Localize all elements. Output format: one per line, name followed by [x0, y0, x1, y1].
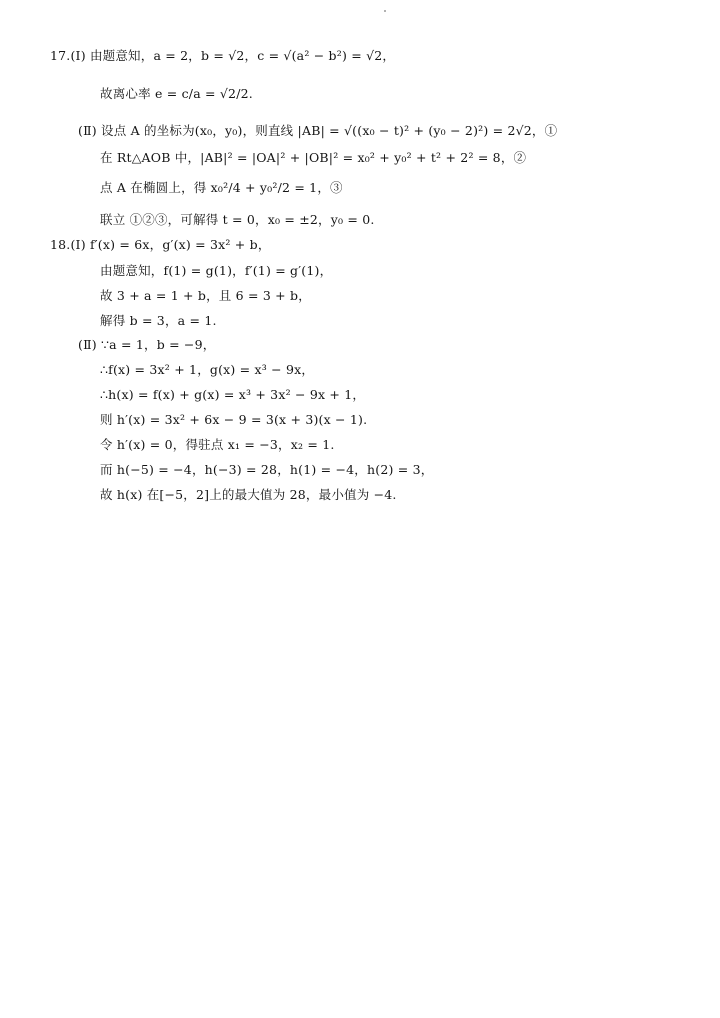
- solution-17-part1-line1: 17.(Ⅰ) 由题意知，a = 2，b = √2，c = √(a² − b²) = √2，: [50, 48, 396, 63]
- solution-18-part1-line2: 由题意知，f(1) = g(1)，f′(1) = g′(1)，: [100, 263, 333, 278]
- solution-17-part1-line2: 故离心率 e = c/a = √2/2.: [100, 86, 253, 101]
- solution-18-part2-line6: 而 h(−5) = −4，h(−3) = 28，h(1) = −4，h(2) = 3，: [100, 462, 434, 477]
- solution-18-part1-line1: 18.(Ⅰ) f′(x) = 6x，g′(x) = 3x² + b，: [50, 237, 271, 252]
- solution-18-part2-line1: (Ⅱ) ∵a = 1，b = −9，: [78, 337, 216, 352]
- solution-17-part2-line3: 点 A 在椭圆上，得 x₀²/4 + y₀²/2 = 1，③: [100, 180, 343, 195]
- solution-18-part2-line4: 则 h′(x) = 3x² + 6x − 9 = 3(x + 3)(x − 1).: [100, 412, 368, 427]
- solution-17-part2-line4: 联立 ①②③，可解得 t = 0，x₀ = ±2，y₀ = 0.: [100, 212, 375, 227]
- scan-speck: [384, 10, 386, 12]
- solution-18-part2-line5: 令 h′(x) = 0，得驻点 x₁ = −3，x₂ = 1.: [100, 437, 335, 452]
- solution-18-part1-line3: 故 3 + a = 1 + b，且 6 = 3 + b，: [100, 288, 311, 303]
- solution-18-part1-line4: 解得 b = 3，a = 1.: [100, 313, 217, 328]
- solution-18-part2-line3: ∴h(x) = f(x) + g(x) = x³ + 3x² − 9x + 1，: [100, 387, 366, 402]
- solution-18-part2-line2: ∴f(x) = 3x² + 1，g(x) = x³ − 9x，: [100, 362, 315, 377]
- solution-17-part2-line1: (Ⅱ) 设点 A 的坐标为(x₀，y₀)，则直线 |AB| = √((x₀ − t)² + (y₀ − 2)²) = 2√2，①: [78, 123, 558, 138]
- solution-17-part2-line2: 在 Rt△AOB 中，|AB|² = |OA|² + |OB|² = x₀² + y₀² + t² + 2² = 8，②: [100, 150, 527, 165]
- solution-18-part2-line7: 故 h(x) 在[−5，2]上的最大值为 28，最小值为 −4.: [100, 487, 397, 502]
